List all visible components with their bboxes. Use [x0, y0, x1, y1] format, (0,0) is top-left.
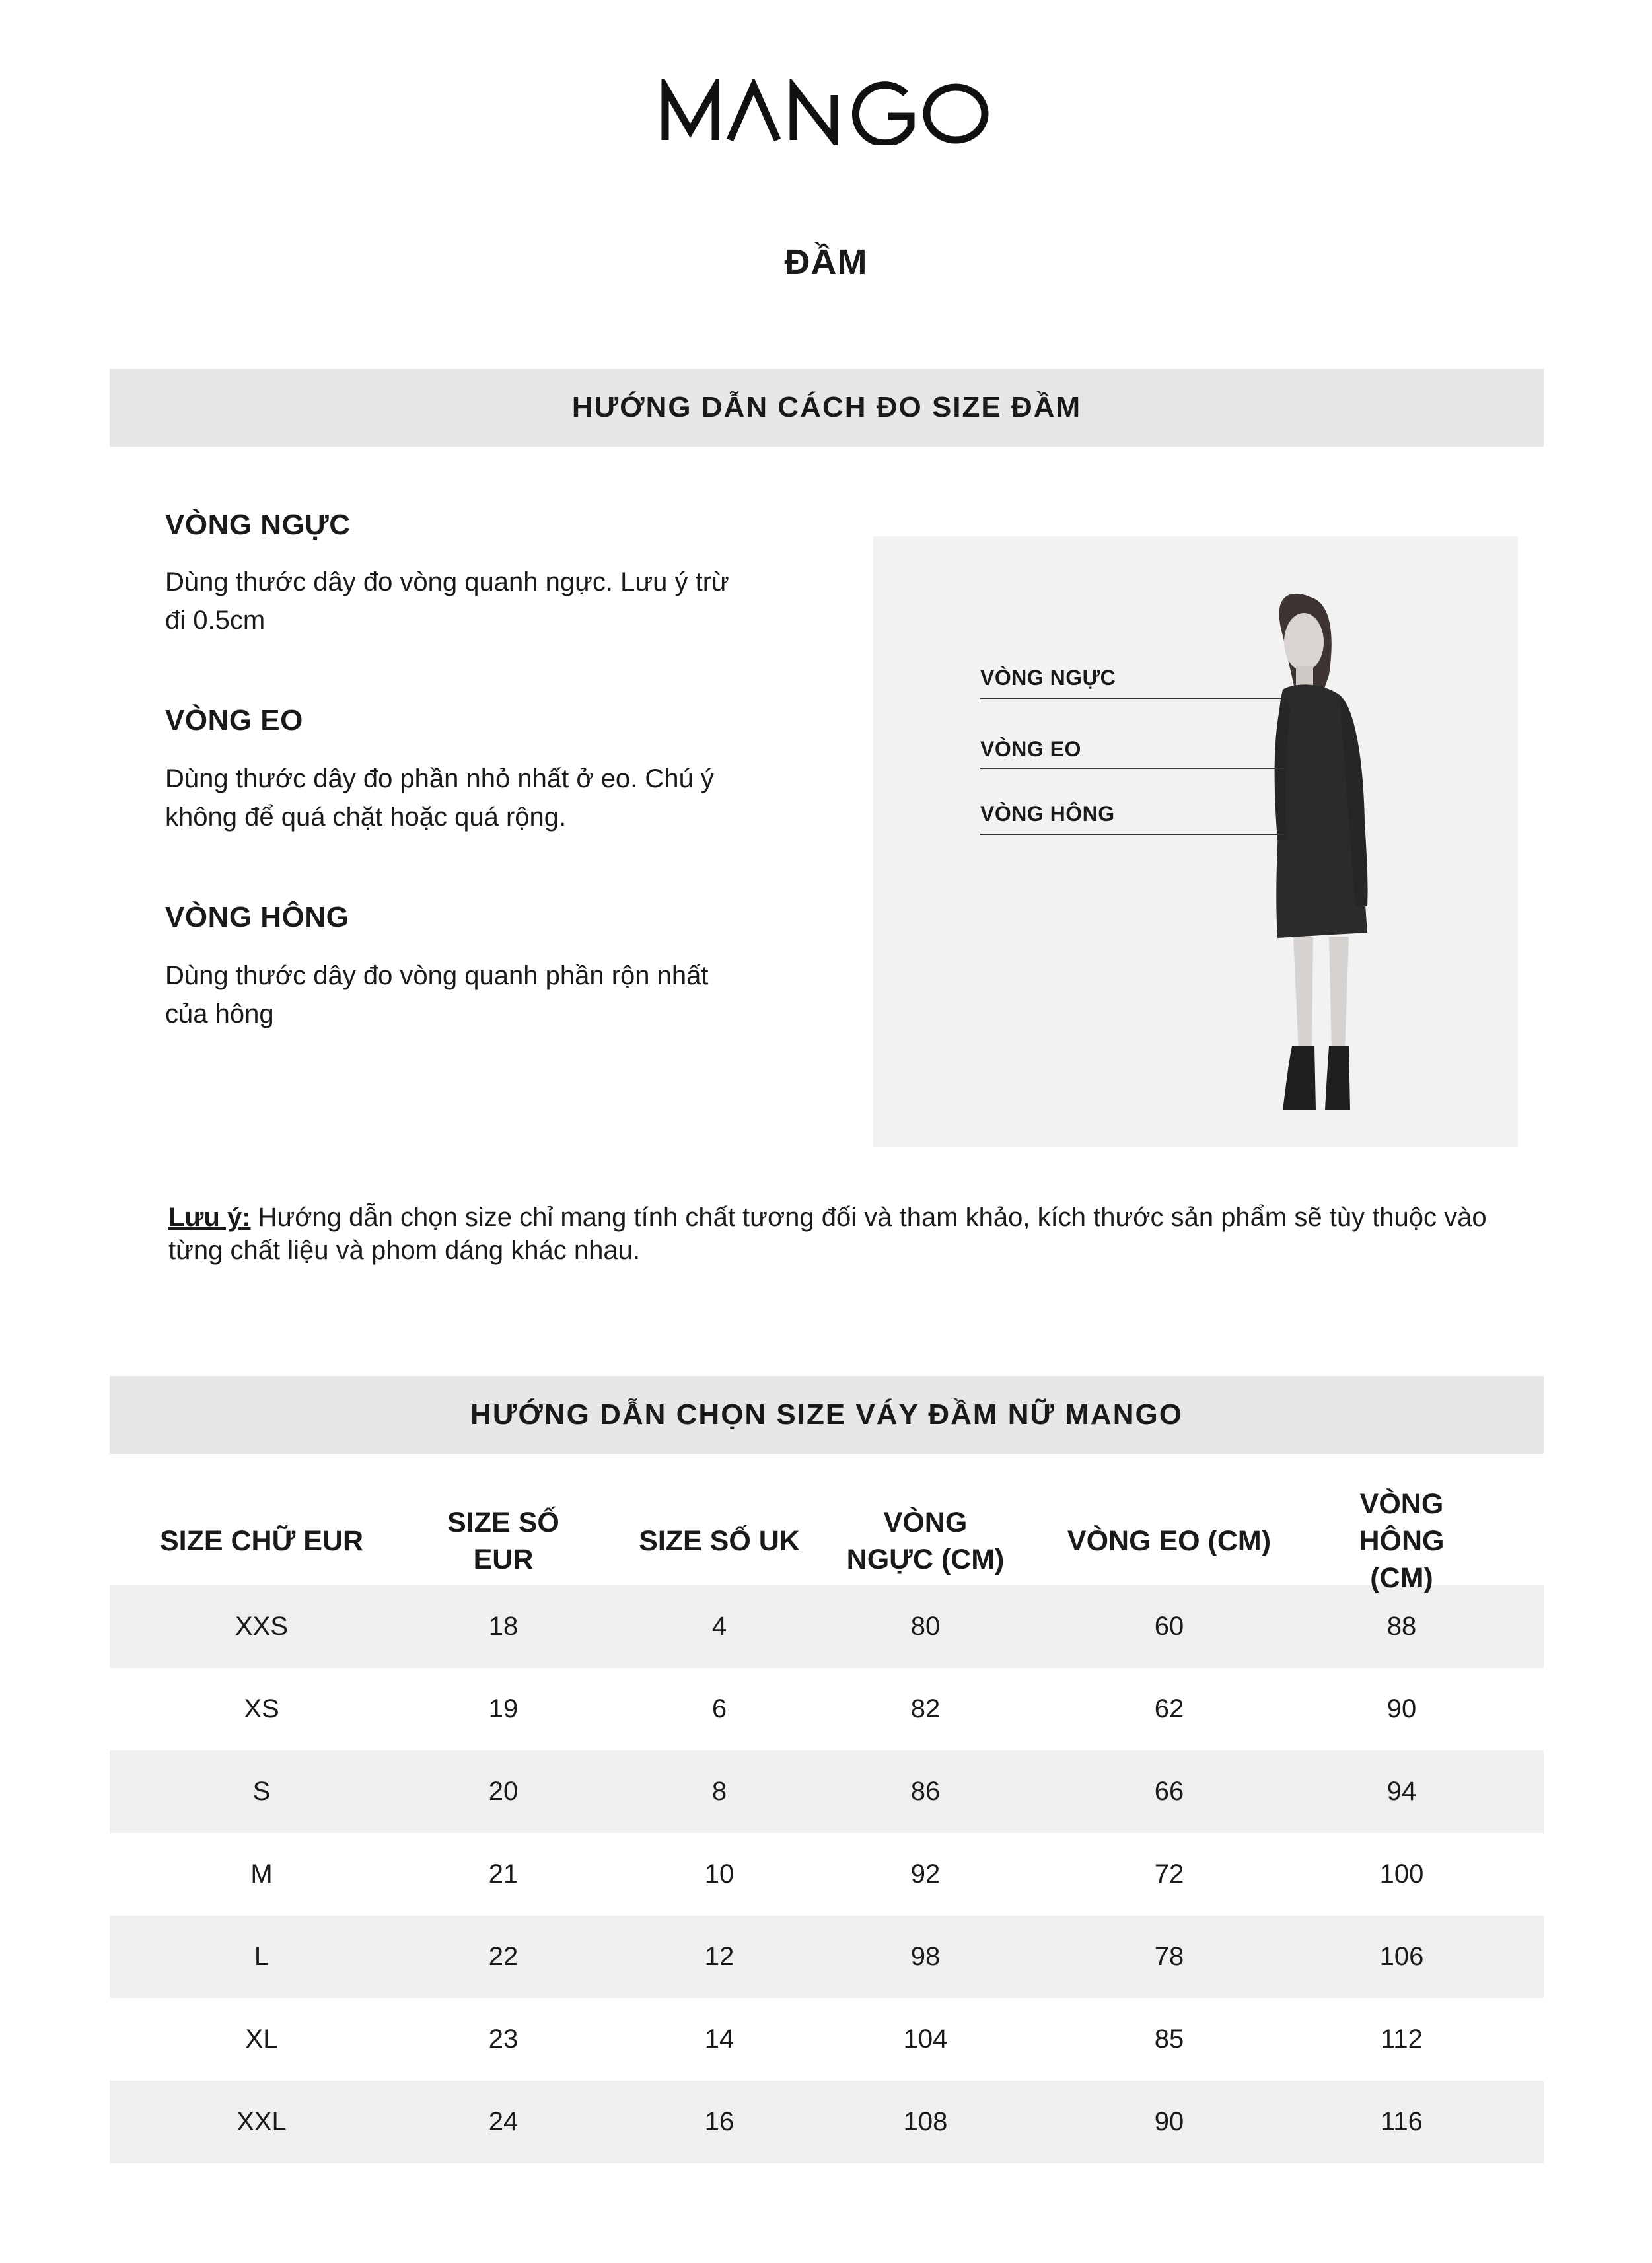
photo-label-waist: VÒNG EO [980, 737, 1081, 761]
table-cell: 90 [1386, 1694, 1417, 1723]
model-photo [873, 536, 1518, 1147]
table-cell: 19 [488, 1694, 519, 1723]
table-cell: 10 [704, 1859, 735, 1888]
table-cell: S [252, 1777, 271, 1806]
table-cell: 86 [910, 1777, 941, 1806]
table-cell: 24 [488, 2107, 519, 2136]
table-cell: 8 [711, 1777, 727, 1806]
table-cell: 80 [910, 1612, 941, 1641]
waist-desc: Dùng thước dây đo phần nhỏ nhất ở eo. Chú ý không để quá chặt hoặc quá rộng. [165, 764, 714, 832]
table-cell: 62 [1154, 1694, 1184, 1723]
col-header-hip: VÒNG HÔNG (CM) [1359, 1488, 1445, 1594]
table-cell: 72 [1154, 1859, 1184, 1888]
table-cell: XXS [234, 1612, 289, 1641]
photo-line-chest [980, 698, 1284, 699]
col-header-size-eur: SIZE SỐ EUR [447, 1506, 559, 1575]
table-cell: 16 [704, 2107, 735, 2136]
note-text: Hướng dẫn chọn size chỉ mang tính chất tương đối và tham khảo, kích thước sản phẩm sẽ tùy thuộc vào từng chất liệu và phom dáng khác nhau. [168, 1203, 1487, 1265]
table-cell: 108 [903, 2107, 948, 2136]
model-figure-icon [873, 536, 1518, 1147]
waist-title: VÒNG EO [165, 704, 303, 736]
table-header-row [110, 1488, 1544, 1594]
photo-label-chest: VÒNG NGỰC [980, 666, 1116, 690]
chest-desc: Dùng thước dây đo vòng quanh ngực. Lưu ý trừ đi 0.5cm [165, 567, 729, 635]
table-cell: M [250, 1859, 273, 1888]
chest-title: VÒNG NGỰC [165, 509, 351, 541]
table-cell: 14 [704, 2025, 735, 2054]
table-row [110, 1750, 1544, 1833]
photo-line-waist [980, 768, 1284, 769]
hip-title: VÒNG HÔNG [165, 901, 349, 933]
table-row [110, 1833, 1544, 1916]
brand-logo [0, 79, 1652, 172]
table-cell: 92 [910, 1859, 941, 1888]
table-row [110, 1585, 1544, 1668]
table-cell: 112 [1381, 2025, 1423, 2054]
table-row [110, 1998, 1544, 2081]
measure-guide-heading: HƯỚNG DẪN CÁCH ĐO SIZE ĐẦM [110, 369, 1544, 447]
table-row [110, 1916, 1544, 1998]
table-cell: 100 [1379, 1859, 1424, 1888]
col-header-size-letter: SIZE CHỮ EUR [159, 1525, 364, 1557]
table-cell: 23 [488, 2025, 519, 2054]
table-cell: 22 [488, 1942, 519, 1971]
table-cell: 20 [488, 1777, 519, 1806]
table-body [110, 1585, 1544, 2163]
table-cell: 88 [1386, 1612, 1417, 1641]
table-cell: 104 [903, 2025, 948, 2054]
col-header-waist: VÒNG EO (CM) [1067, 1525, 1272, 1557]
table-cell: 21 [488, 1859, 519, 1888]
table-cell: XS [244, 1694, 279, 1723]
table-row [110, 1668, 1544, 1750]
col-header-size-uk: SIZE SỐ UK [639, 1525, 800, 1557]
table-cell: 98 [910, 1942, 941, 1971]
size-guide-heading: HƯỚNG DẪN CHỌN SIZE VÁY ĐẦM NỮ MANGO [110, 1376, 1544, 1454]
page-title: ĐẦM [784, 242, 868, 282]
table-cell: 60 [1154, 1612, 1184, 1641]
table-cell: 82 [910, 1694, 941, 1723]
photo-line-hip [980, 834, 1284, 835]
note-label: Lưu ý: [168, 1203, 251, 1232]
col-header-chest: VÒNG NGỰC (CM) [846, 1506, 1005, 1575]
table-cell: 18 [488, 1612, 519, 1641]
table-cell: 66 [1154, 1777, 1184, 1806]
mango-logo-icon [661, 79, 991, 145]
hip-desc: Dùng thước dây đo vòng quanh phần rộn nhất của hông [165, 961, 709, 1028]
table-cell: 106 [1379, 1942, 1424, 1971]
table-cell: 116 [1381, 2107, 1423, 2136]
size-table [110, 1488, 1544, 2163]
table-cell: 90 [1154, 2107, 1184, 2136]
table-cell: XXL [236, 2107, 287, 2136]
table-cell: 85 [1154, 2025, 1184, 2054]
disclaimer-note [168, 1201, 1516, 1267]
photo-label-hip: VÒNG HÔNG [980, 802, 1115, 826]
table-cell: 12 [704, 1942, 735, 1971]
table-cell: 6 [711, 1694, 727, 1723]
table-cell: L [254, 1942, 269, 1971]
table-cell: 94 [1386, 1777, 1417, 1806]
table-cell: 4 [711, 1612, 727, 1641]
table-cell: 78 [1154, 1942, 1184, 1971]
table-cell: XL [245, 2025, 278, 2054]
table-row [110, 2081, 1544, 2163]
